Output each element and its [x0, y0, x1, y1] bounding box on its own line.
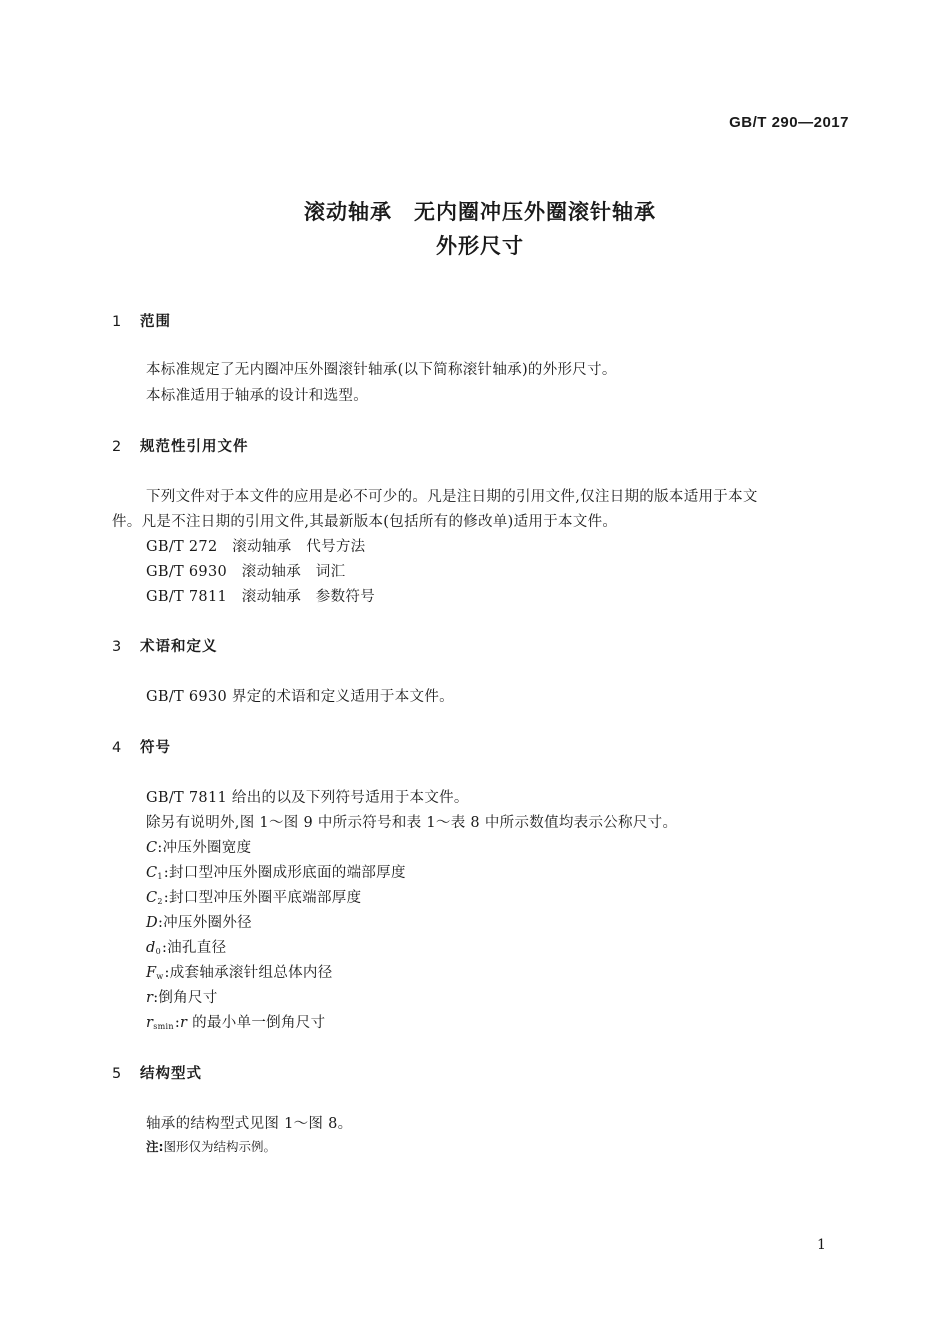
symbol-definition — [146, 961, 333, 982]
paragraph: 下列文件对于本文件的应用是必不可少的。凡是注日期的引用文件,仅注日期的版本适用于本文 — [146, 489, 758, 505]
section-title: 符号 — [140, 740, 171, 756]
symbol: D — [146, 915, 158, 931]
section-1-heading — [112, 310, 171, 331]
paragraph: GB/T 6930 界定的术语和定义适用于本文件。 — [146, 689, 454, 705]
section-number: 4 — [112, 740, 123, 756]
symbol-description: :冲压外圈宽度 — [157, 840, 252, 856]
symbol-subscript: 1 — [157, 872, 163, 881]
symbol: F — [146, 965, 157, 981]
document-title-line-1: 滚动轴承 无内圈冲压外圈滚针轴承 — [304, 200, 656, 224]
symbol-subscript: w — [156, 972, 164, 981]
note-text: 图形仅为结构示例。 — [163, 1139, 277, 1154]
symbol: r — [180, 1015, 188, 1031]
section-number: 5 — [112, 1066, 123, 1082]
note — [146, 1137, 276, 1155]
section-title: 范围 — [140, 314, 171, 330]
symbol-definition — [146, 936, 226, 957]
symbol: C — [146, 890, 158, 906]
section-title: 规范性引用文件 — [140, 439, 249, 455]
section-number: 2 — [112, 439, 123, 455]
document-title-line-2: 外形尺寸 — [436, 234, 524, 258]
paragraph: 轴承的结构型式见图 1～图 8。 — [146, 1116, 353, 1132]
symbol-definition — [146, 886, 361, 907]
paragraph: 件。凡是不注日期的引用文件,其最新版本(包括所有的修改单)适用于本文件。 — [112, 514, 618, 530]
symbol-subscript: smin — [153, 1022, 174, 1031]
symbol-description: : — [174, 1015, 181, 1031]
page-number: 1 — [817, 1237, 826, 1253]
section-5-heading — [112, 1062, 202, 1083]
symbol: r — [146, 990, 154, 1006]
symbol: d — [146, 940, 156, 956]
standard-code: GB/T 290—2017 — [729, 114, 849, 131]
reference-item: GB/T 272 滚动轴承 代号方法 — [146, 539, 366, 555]
symbol-description: 的最小单一倒角尺寸 — [187, 1015, 326, 1031]
symbol: C — [146, 865, 158, 881]
symbol-definition — [146, 986, 218, 1007]
section-number: 3 — [112, 639, 123, 655]
paragraph: 除另有说明外,图 1～图 9 中所示符号和表 1～表 8 中所示数值均表示公称尺寸。 — [146, 815, 678, 831]
reference-item: GB/T 7811 滚动轴承 参数符号 — [146, 589, 376, 605]
symbol-definition — [146, 836, 251, 857]
reference-item: GB/T 6930 滚动轴承 词汇 — [146, 564, 346, 580]
section-4-heading — [112, 736, 171, 757]
paragraph: 本标准适用于轴承的设计和选型。 — [146, 388, 368, 404]
section-number: 1 — [112, 314, 123, 330]
symbol-description: :封口型冲压外圈成形底面的端部厚度 — [163, 865, 406, 881]
symbol-subscript: 2 — [157, 897, 163, 906]
symbol: C — [146, 840, 158, 856]
symbol-definition — [146, 861, 406, 882]
section-3-heading — [112, 635, 218, 656]
section-title: 结构型式 — [140, 1066, 202, 1082]
symbol-description: :成套轴承滚针组总体内径 — [164, 965, 333, 981]
note-label: 注: — [146, 1139, 164, 1154]
section-2-heading — [112, 435, 249, 456]
symbol-definition — [146, 911, 252, 932]
section-title: 术语和定义 — [140, 639, 218, 655]
symbol-description: :倒角尺寸 — [153, 990, 218, 1006]
symbol-description: :油孔直径 — [161, 940, 227, 956]
symbol-description: :冲压外圈外径 — [157, 915, 252, 931]
symbol: r — [146, 1015, 154, 1031]
symbol-definition — [146, 1011, 325, 1032]
symbol-description: :封口型冲压外圈平底端部厚度 — [163, 890, 362, 906]
symbol-subscript: 0 — [155, 947, 161, 956]
paragraph: GB/T 7811 给出的以及下列符号适用于本文件。 — [146, 790, 469, 806]
paragraph: 本标准规定了无内圈冲压外圈滚针轴承(以下简称滚针轴承)的外形尺寸。 — [146, 362, 617, 378]
